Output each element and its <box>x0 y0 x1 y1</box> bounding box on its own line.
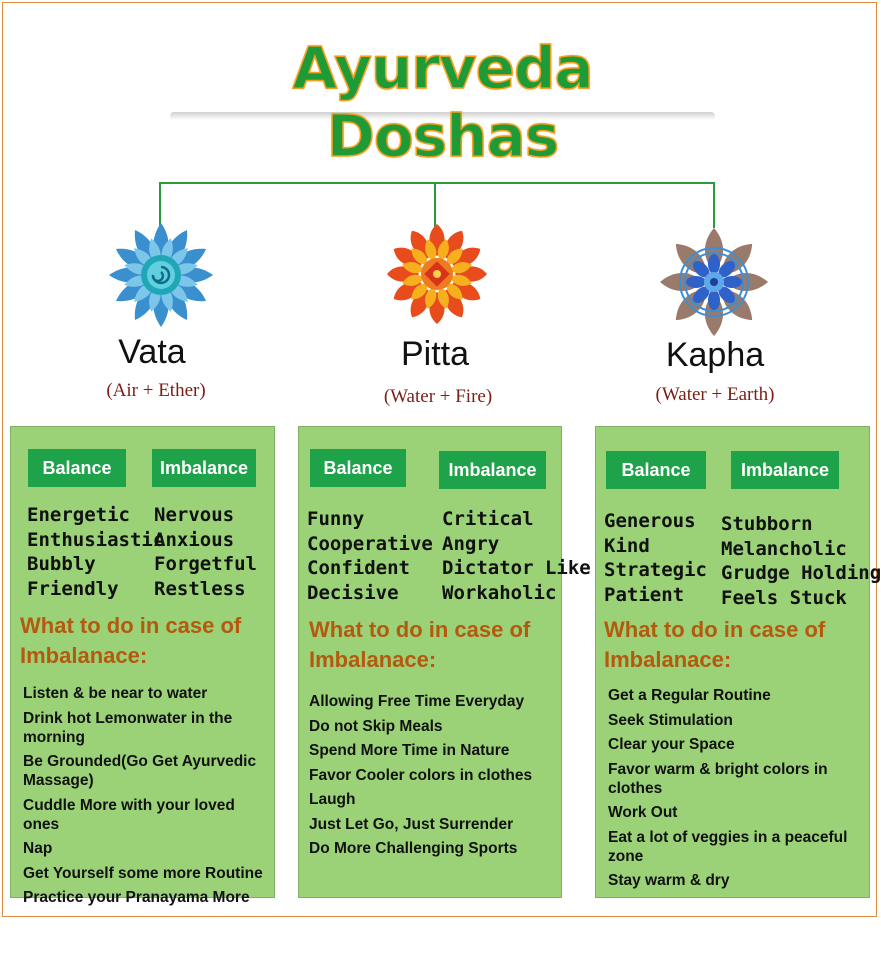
dosha-elements-kapha: (Water + Earth) <box>655 384 775 405</box>
trait: Cooperative <box>307 532 433 555</box>
dosha-name-pitta: Pitta <box>400 335 470 373</box>
trait: Grudge Holding <box>721 562 881 584</box>
blue-swirl-mandala-icon <box>106 220 216 330</box>
trait: Workaholic <box>442 581 557 604</box>
balance-traits <box>27 503 164 601</box>
list-item: Do More Challenging Sports <box>309 840 518 857</box>
list-item: Do not Skip Meals <box>309 717 443 735</box>
trait: Forgetful <box>154 553 257 575</box>
trait: Energetic <box>27 504 130 526</box>
list-item: Get Yourself some more Routine <box>23 864 263 882</box>
trait: Critical <box>442 508 534 530</box>
flame-mandala-icon <box>385 222 489 326</box>
trait: Melancholic <box>721 537 847 560</box>
list-item: Practice your Pranayama More <box>23 889 250 906</box>
list-item: Drink hot Lemonwater in the morning <box>23 709 233 746</box>
list-item: Cuddle More with your loved ones <box>23 796 235 833</box>
panel-kapha <box>595 426 881 898</box>
todo-list <box>23 684 273 913</box>
trait: Confident <box>307 557 410 579</box>
trait: Restless <box>154 577 246 600</box>
list-item: Eat a lot of veggies in a peaceful zone <box>608 828 848 865</box>
dosha-name-vata: Vata <box>118 333 186 371</box>
trait: Generous <box>604 510 696 532</box>
list-item: Clear your Space <box>608 736 735 753</box>
balance-tag: Balance <box>310 449 406 487</box>
trait: Dictator Like <box>442 557 591 579</box>
list-item: Get a Regular Routine <box>608 687 771 704</box>
list-item: Favor warm & bright colors in clothes <box>608 760 828 797</box>
trait: Bubbly <box>27 553 96 575</box>
dosha-elements-pitta: (Water + Fire) <box>383 386 493 407</box>
imbalance-tag: Imbalance <box>439 451 546 489</box>
trait: Funny <box>307 508 365 530</box>
trait: Feels Stuck <box>721 586 847 609</box>
list-item: Seek Stimulation <box>608 711 733 729</box>
trait: Friendly <box>27 577 119 600</box>
imbalance-tag: Imbalance <box>731 451 839 489</box>
imbalance-traits <box>154 503 257 601</box>
connector-lines <box>0 0 881 240</box>
list-item: Listen & be near to water <box>23 685 208 702</box>
trait: Enthusiastic <box>27 528 165 551</box>
trait: Strategic <box>604 559 707 581</box>
imbalance-tag: Imbalance <box>152 449 256 487</box>
list-item: Be Grounded(Go Get Ayurvedic Massage) <box>23 753 257 789</box>
trait: Decisive <box>307 581 399 604</box>
balance-tag: Balance <box>606 451 706 489</box>
balance-traits <box>307 507 433 605</box>
panel-vata <box>10 426 275 906</box>
imbalance-traits <box>442 507 591 605</box>
trait: Angry <box>442 532 500 555</box>
list-item: Nap <box>23 840 53 857</box>
page-title: Ayurveda Doshas <box>292 34 593 170</box>
list-item: Favor Cooler colors in clothes <box>309 766 533 784</box>
list-item: Laugh <box>309 791 356 808</box>
lotus-mandala-icon <box>658 226 770 338</box>
list-item: Stay warm & dry <box>608 872 730 889</box>
panel-pitta <box>298 426 591 898</box>
list-item: Work Out <box>608 804 678 821</box>
todo-heading: What to do in case of Imbalanace: <box>309 617 531 672</box>
balance-traits <box>604 509 707 607</box>
imbalance-traits <box>721 512 881 610</box>
todo-list <box>608 686 863 896</box>
todo-list <box>309 692 559 864</box>
todo-heading: What to do in case of Imbalanace: <box>20 613 242 668</box>
dosha-name-kapha: Kapha <box>665 336 765 374</box>
todo-heading: What to do in case of Imbalanace: <box>604 617 826 672</box>
balance-tag: Balance <box>28 449 126 487</box>
trait: Patient <box>604 583 685 606</box>
trait: Nervous <box>154 504 235 526</box>
trait: Anxious <box>154 528 235 551</box>
list-item: Allowing Free Time Everyday <box>309 693 525 710</box>
list-item: Spend More Time in Nature <box>309 742 510 759</box>
list-item: Just Let Go, Just Surrender <box>309 815 514 833</box>
trait: Kind <box>604 534 650 557</box>
dosha-elements-vata: (Air + Ether) <box>106 380 206 401</box>
trait: Stubborn <box>721 513 813 535</box>
